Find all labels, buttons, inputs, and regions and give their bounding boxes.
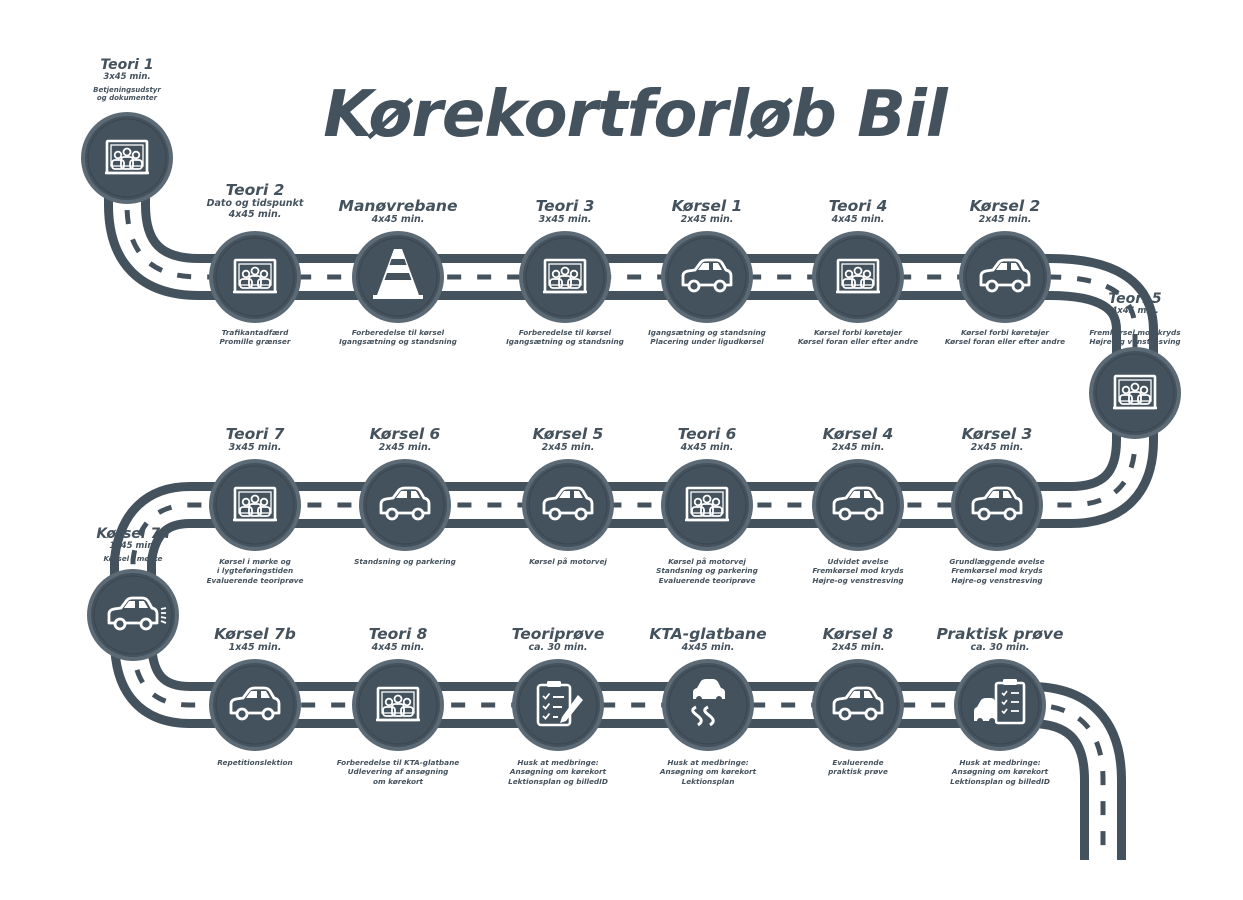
stop-description: Betjeningsudstyr og dokumenter xyxy=(93,85,161,102)
stop-duration: 4x45 min. xyxy=(681,642,735,653)
stop-title: Teori 2 xyxy=(225,181,285,199)
stop-disc xyxy=(955,463,1039,547)
stop-title: Teori 7 xyxy=(225,425,285,443)
stop-title: Teori 3 xyxy=(535,197,595,215)
stop-header-koersel-2 xyxy=(915,199,1095,225)
stop-teori-6 xyxy=(661,459,753,551)
stop-disc xyxy=(363,463,447,547)
stop-disc xyxy=(213,463,297,547)
stop-disc xyxy=(91,573,175,657)
stop-teori-3 xyxy=(519,231,611,323)
stop-description-manoevrebane: Forberedelse til kørsel Igangsætning og standsning xyxy=(339,328,457,347)
stop-title: Kørsel 1 xyxy=(671,197,743,215)
stop-duration: 3x45 min. xyxy=(538,214,592,225)
stop-duration: ca. 30 min. xyxy=(970,642,1030,653)
stop-title: Kørsel 5 xyxy=(532,425,604,443)
stop-title: Teori 4 xyxy=(828,197,888,215)
stop-teoriproeve xyxy=(512,659,604,751)
stop-duration: 4x45 min. xyxy=(228,209,282,220)
stop-duration: 2x45 min. xyxy=(831,442,885,453)
stop-disc xyxy=(213,663,297,747)
stop-duration: 4x45 min. xyxy=(831,214,885,225)
stop-duration: 4x45 min. xyxy=(371,214,425,225)
stop-title: Kørsel 3 xyxy=(961,425,1033,443)
stop-disc xyxy=(958,663,1042,747)
stop-description-koersel-7b: Repetitionslektion xyxy=(217,758,293,767)
stop-description-teori-7: Kørsel i mørke og i lygteføringstiden Evaluerende teoriprøve xyxy=(206,557,304,585)
stop-disc xyxy=(816,463,900,547)
stop-duration: Kørsel i mørke xyxy=(103,553,163,563)
stop-title: KTA-glatbane xyxy=(649,625,767,643)
stop-duration: 2x45 min. xyxy=(978,214,1032,225)
stop-duration: 1x45 min. xyxy=(228,642,282,653)
stop-header-praktisk-proeve xyxy=(910,627,1090,653)
stop-description-koersel-5: Kørsel på motorvej xyxy=(529,557,607,566)
stop-title: Kørsel 6 xyxy=(369,425,441,443)
stop-header-koersel-7a xyxy=(43,527,223,563)
stop-disc xyxy=(665,463,749,547)
stop-duration: ca. 30 min. xyxy=(528,642,588,653)
stop-title: Teori 5 xyxy=(1108,291,1162,307)
stop-description-teori-3: Forberedelse til kørsel Igangsætning og standsning xyxy=(506,328,624,347)
stop-duration: 4x45 min. xyxy=(680,442,734,453)
stop-disc xyxy=(356,663,440,747)
stop-description-koersel-3: Grundlæggende øvelse Fremkørsel mod kryds Højre-og venstresving xyxy=(949,557,1045,585)
stop-duration: 2x45 min. xyxy=(541,442,595,453)
stop-title: Kørsel 2 xyxy=(969,197,1041,215)
stop-header-teori-7 xyxy=(165,427,345,453)
stop-disc xyxy=(816,235,900,319)
stop-description-teoriproeve: Husk at medbringe: Ansøgning om kørekort Lektionsplan og billedID xyxy=(508,758,608,786)
stop-koersel-4 xyxy=(812,459,904,551)
stop-duration: 3x45 min. xyxy=(228,442,282,453)
stop-description-teori-8: Forberedelse til KTA-glatbane Udlevering af ansøgning om kørekort xyxy=(336,758,460,786)
stop-description-kta-glatbane: Husk at medbringe: Ansøgning om kørekort Lektionsplan xyxy=(659,758,757,786)
stop-description-teori-5: Fremkørsel mod kryds Højre-og venstresving xyxy=(1089,328,1181,347)
stop-disc xyxy=(523,235,607,319)
stop-disc xyxy=(665,235,749,319)
stop-duration: 2x45 min. xyxy=(970,442,1024,453)
stop-kta-glatbane xyxy=(662,659,754,751)
stop-duration: Dato og tidspunkt xyxy=(206,198,304,209)
stop-description-koersel-8: Evaluerende praktisk prøve xyxy=(828,758,888,777)
stop-koersel-5 xyxy=(522,459,614,551)
stop-teori-4 xyxy=(812,231,904,323)
stop-header-teori-1 xyxy=(37,58,217,103)
stop-duration: 2x45 min. xyxy=(680,214,734,225)
stop-duration: 4x45 min. xyxy=(371,642,425,653)
stop-title: Praktisk prøve xyxy=(936,625,1064,643)
stop-teori-2 xyxy=(209,231,301,323)
stop-disc xyxy=(526,463,610,547)
stop-title: Teori 6 xyxy=(677,425,737,443)
stop-title: Teori 8 xyxy=(368,625,428,643)
stop-koersel-6 xyxy=(359,459,451,551)
stop-disc xyxy=(213,235,297,319)
stop-title: Manøvrebane xyxy=(338,197,458,215)
stop-title: Kørsel 7b xyxy=(214,625,296,643)
stop-description-teori-2: Trafikantadfærd Promille grænser xyxy=(219,328,291,347)
stop-koersel-2 xyxy=(959,231,1051,323)
stop-koersel-1 xyxy=(661,231,753,323)
stop-duration: 2x45 min. xyxy=(378,442,432,453)
stop-description-praktisk-proeve: Husk at medbringe: Ansøgning om kørekort Lektionsplan og billedID xyxy=(950,758,1050,786)
stop-title: Teoriprøve xyxy=(511,625,605,643)
stop-manoevrebane xyxy=(352,231,444,323)
stop-description-koersel-6: Standsning og parkering xyxy=(354,557,456,566)
stop-header-manoevrebane xyxy=(308,199,488,225)
stop-header-teori-8 xyxy=(308,627,488,653)
stop-title: Kørsel 4 xyxy=(822,425,894,443)
stop-description-koersel-4: Udvidet øvelse Fremkørsel mod kryds Højre-og venstresving xyxy=(812,557,904,585)
stop-duration: 3x45 min. xyxy=(103,72,151,82)
stop-disc xyxy=(816,663,900,747)
stop-title: Kørsel 8 xyxy=(822,625,894,643)
stop-description-koersel-2: Kørsel forbi køretøjer Kørsel foran eller efter andre xyxy=(944,328,1066,347)
stop-teori-8 xyxy=(352,659,444,751)
stop-description-teori-6: Kørsel på motorvej Standsning og parkering Evaluerende teoriprøve xyxy=(656,557,758,585)
stop-disc xyxy=(963,235,1047,319)
stop-header-teori-5 xyxy=(1045,292,1225,317)
stop-title: Teori 1 xyxy=(100,57,154,73)
stop-teori-5 xyxy=(1089,347,1181,439)
stop-duration: 4x45 min. xyxy=(1111,306,1159,316)
stop-duration: 2x45 min. xyxy=(831,642,885,653)
stop-disc xyxy=(1093,351,1177,435)
stop-description-teori-4: Kørsel forbi køretøjer Kørsel foran eller efter andre xyxy=(797,328,919,347)
stop-praktisk-proeve xyxy=(954,659,1046,751)
stop-header-koersel-5 xyxy=(478,427,658,453)
stop-duration: 1x45 min. xyxy=(109,541,157,551)
stop-title: Kørsel 7a xyxy=(96,526,170,542)
stop-description-koersel-1: Igangsætning og standsning Placering under ligudkørsel xyxy=(648,328,766,347)
stop-disc xyxy=(516,663,600,747)
stop-koersel-3 xyxy=(951,459,1043,551)
stop-koersel-8 xyxy=(812,659,904,751)
stop-disc xyxy=(666,663,750,747)
page-title: Kørekortforløb Bil xyxy=(323,78,947,152)
stop-koersel-7b xyxy=(209,659,301,751)
